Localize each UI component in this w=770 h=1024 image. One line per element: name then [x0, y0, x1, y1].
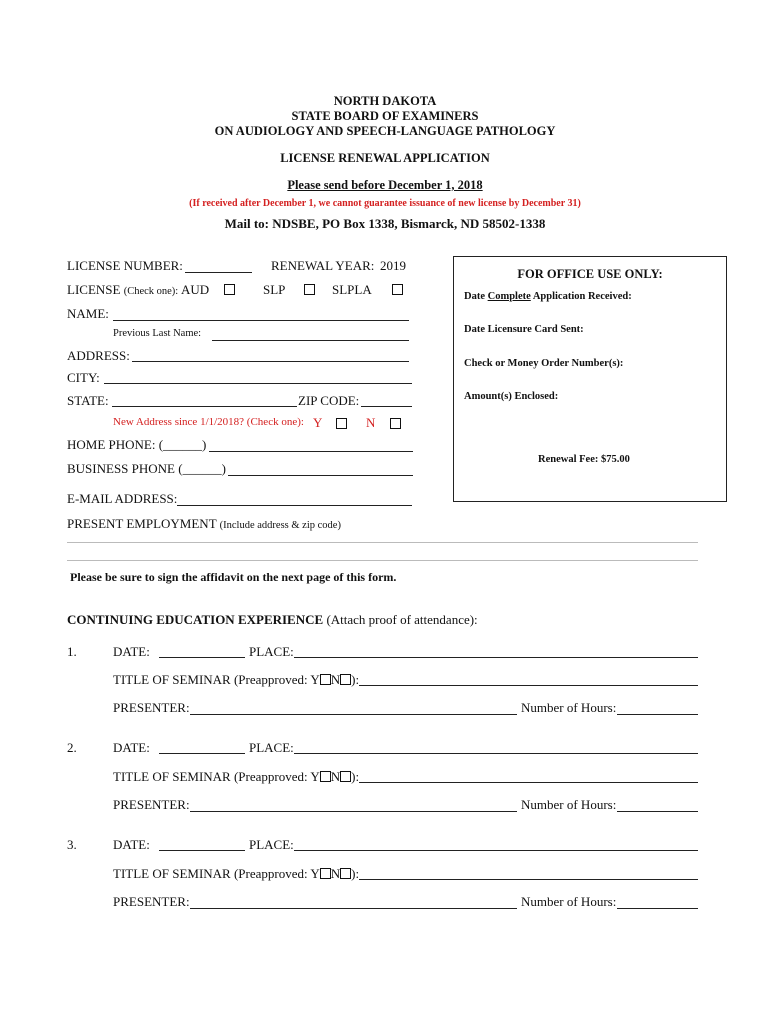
ce-presenter-label: PRESENTER: [113, 894, 190, 909]
ce-heading: CONTINUING EDUCATION EXPERIENCE (Attach proof of attendance): [67, 612, 478, 627]
warning-text: (If received after December 1, we cannot guarantee issuance of new license by December 31) [189, 198, 581, 209]
ce-date-field[interactable] [159, 850, 245, 851]
ce-entry-number: 3. [67, 837, 77, 852]
office-use-box [453, 256, 727, 502]
mail-to: Mail to: NDSBE, PO Box 1338, Bismarck, ND 58502-1338 [224, 216, 546, 231]
affidavit-note: Please be sure to sign the affidavit on the next page of this form. [70, 570, 397, 584]
business-phone-field[interactable] [228, 475, 413, 476]
ce-hours-label: Number of Hours: [521, 797, 617, 812]
ce-entry-number: 2. [67, 740, 77, 755]
ce-seminar-label: TITLE OF SEMINAR (Preapproved: Y N ): [113, 866, 360, 881]
slp-checkbox[interactable] [304, 284, 315, 295]
prev-last-name-field[interactable] [212, 340, 409, 341]
ce-date-label: DATE: [113, 644, 150, 659]
ce-hours-label: Number of Hours: [521, 700, 617, 715]
address-field[interactable] [132, 361, 409, 362]
office-amounts: Amount(s) Enclosed: [464, 391, 559, 402]
office-date-received: Date Complete Application Received: [464, 291, 632, 302]
state-field[interactable] [112, 406, 297, 407]
new-address-n-checkbox[interactable] [390, 418, 401, 429]
ce-place-field[interactable] [294, 657, 698, 658]
ce-presenter-label: PRESENTER: [113, 797, 190, 812]
header-line-2: STATE BOARD OF EXAMINERS [291, 109, 479, 123]
header-line-1: NORTH DAKOTA [333, 94, 437, 108]
form-title: LICENSE RENEWAL APPLICATION [280, 151, 490, 165]
email-field[interactable] [177, 505, 412, 506]
ce-hours-label: Number of Hours: [521, 894, 617, 909]
employment-field-line-2[interactable] [67, 560, 698, 561]
slpla-checkbox[interactable] [392, 284, 403, 295]
new-address-n-label: N [366, 415, 376, 430]
new-address-label: New Address since 1/1/2018? (Check one): [113, 416, 304, 428]
seminar-y-checkbox[interactable] [320, 771, 331, 782]
aud-checkbox[interactable] [224, 284, 235, 295]
opt-slpla-label: SLPLA [332, 282, 372, 297]
license-type-label: LICENSE (Check one): [67, 282, 179, 297]
ce-seminar-field[interactable] [359, 782, 698, 783]
opt-slp-label: SLP [263, 282, 286, 297]
zip-label: ZIP CODE: [298, 393, 360, 408]
ce-presenter-field[interactable] [190, 811, 517, 812]
new-address-y-checkbox[interactable] [336, 418, 347, 429]
seminar-n-checkbox[interactable] [340, 868, 351, 879]
city-field[interactable] [104, 383, 412, 384]
ce-place-label: PLACE: [249, 740, 294, 755]
home-phone-label: HOME PHONE: (______) [67, 437, 207, 452]
employment-label: PRESENT EMPLOYMENT (Include address & zip code) [67, 516, 341, 531]
office-renewal-fee: Renewal Fee: $75.00 [538, 454, 630, 465]
name-label: NAME: [67, 306, 109, 321]
business-phone-label: BUSINESS PHONE (______) [67, 461, 226, 476]
header-line-3: ON AUDIOLOGY AND SPEECH-LANGUAGE PATHOLOGY [214, 124, 556, 138]
ce-date-field[interactable] [159, 657, 245, 658]
ce-seminar-field[interactable] [359, 685, 698, 686]
office-title: FOR OFFICE USE ONLY: [517, 267, 663, 281]
renewal-year-value: 2019 [380, 258, 406, 273]
ce-seminar-label: TITLE OF SEMINAR (Preapproved: Y N ): [113, 769, 360, 784]
seminar-n-checkbox[interactable] [340, 674, 351, 685]
name-field[interactable] [113, 320, 409, 321]
office-card-sent: Date Licensure Card Sent: [464, 324, 584, 335]
ce-date-field[interactable] [159, 753, 245, 754]
ce-seminar-field[interactable] [359, 879, 698, 880]
ce-presenter-label: PRESENTER: [113, 700, 190, 715]
ce-place-label: PLACE: [249, 837, 294, 852]
ce-presenter-field[interactable] [190, 908, 517, 909]
state-label: STATE: [67, 393, 109, 408]
ce-date-label: DATE: [113, 837, 150, 852]
license-number-field[interactable] [185, 272, 252, 273]
email-label: E-MAIL ADDRESS: [67, 491, 178, 506]
home-phone-field[interactable] [209, 451, 413, 452]
ce-presenter-field[interactable] [190, 714, 517, 715]
zip-field[interactable] [361, 406, 412, 407]
new-address-y-label: Y [313, 415, 323, 430]
renewal-year-label: RENEWAL YEAR: [271, 258, 375, 273]
city-label: CITY: [67, 370, 100, 385]
ce-hours-field[interactable] [617, 714, 698, 715]
deadline-text: Please send before December 1, 2018 [287, 178, 483, 192]
ce-place-field[interactable] [294, 753, 698, 754]
employment-field-line-1[interactable] [67, 542, 698, 543]
seminar-y-checkbox[interactable] [320, 674, 331, 685]
ce-place-field[interactable] [294, 850, 698, 851]
ce-seminar-label: TITLE OF SEMINAR (Preapproved: Y N ): [113, 672, 360, 687]
opt-aud-label: AUD [181, 282, 210, 297]
license-number-label: LICENSE NUMBER: [67, 258, 183, 273]
address-label: ADDRESS: [67, 348, 130, 363]
seminar-y-checkbox[interactable] [320, 868, 331, 879]
prev-last-name-label: Previous Last Name: [113, 328, 202, 339]
ce-date-label: DATE: [113, 740, 150, 755]
ce-entry-number: 1. [67, 644, 77, 659]
ce-place-label: PLACE: [249, 644, 294, 659]
office-check-numbers: Check or Money Order Number(s): [464, 358, 624, 369]
seminar-n-checkbox[interactable] [340, 771, 351, 782]
ce-hours-field[interactable] [617, 908, 698, 909]
ce-hours-field[interactable] [617, 811, 698, 812]
